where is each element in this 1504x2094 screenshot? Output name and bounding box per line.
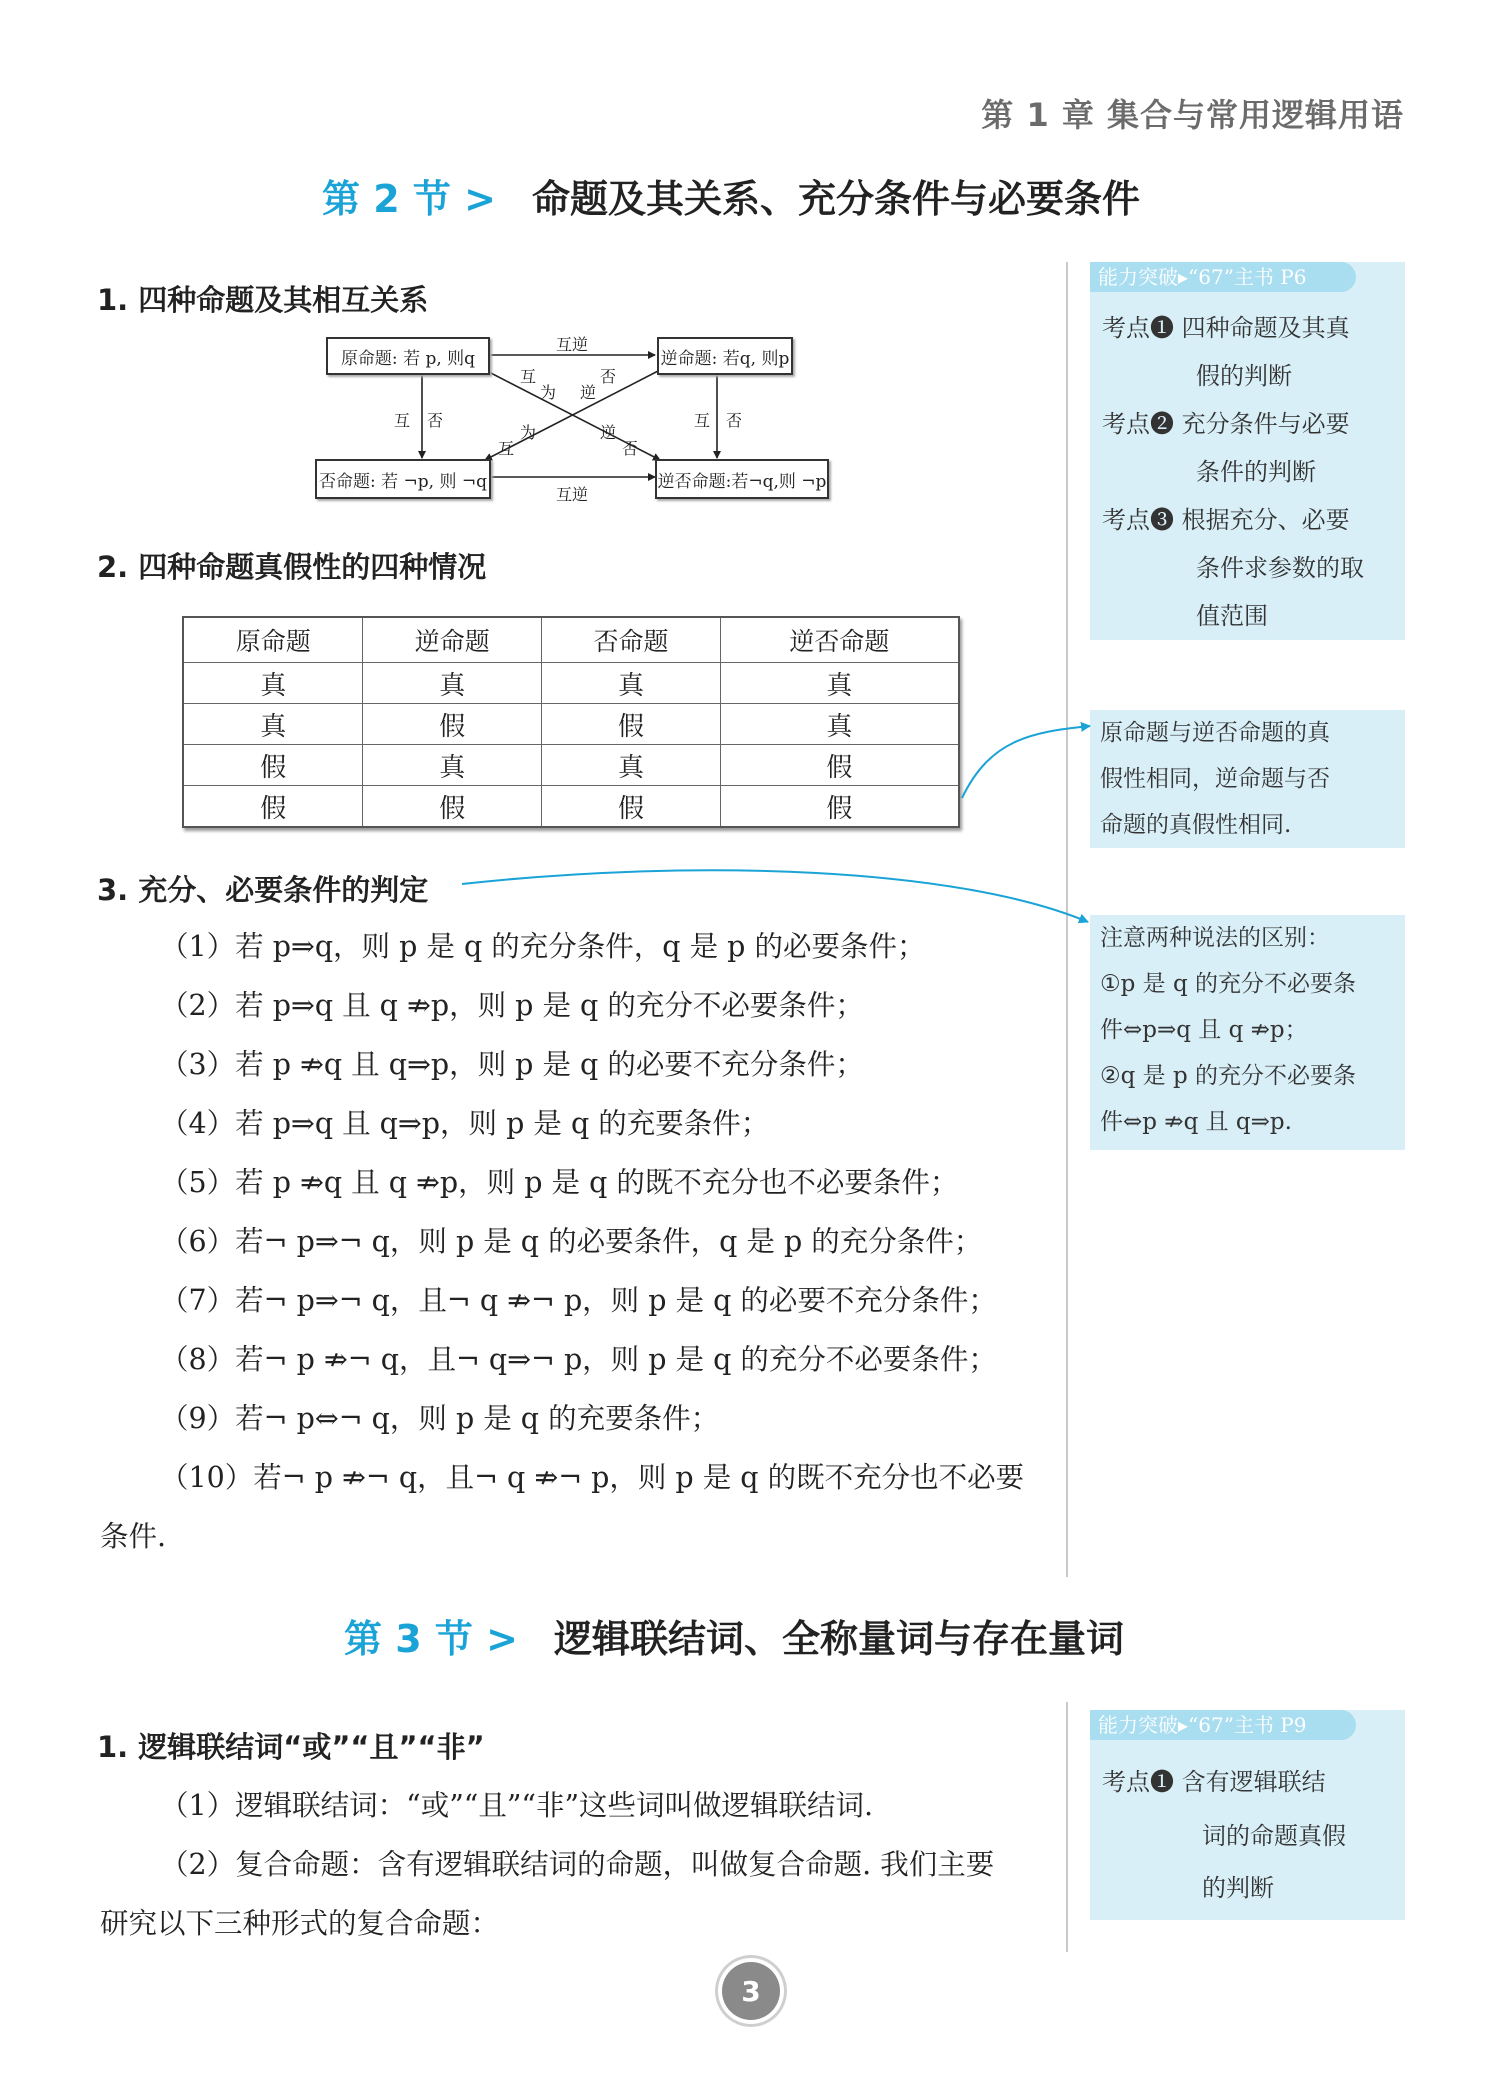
diagram-right-label-2: 否 xyxy=(726,411,743,430)
table-header-cell: 原命题 xyxy=(183,617,363,663)
section-3-number: 第 3 节 > xyxy=(344,1617,518,1661)
table-cell: 真 xyxy=(542,663,721,704)
section-3-title xyxy=(344,1608,1124,1663)
condition-item: （6）若¬ p⇒¬ q，则 p 是 q 的必要条件，q 是 p 的充分条件； xyxy=(160,1225,983,1258)
condition-item: （8）若¬ p ⇏¬ q，且¬ q⇒¬ p，则 p 是 q 的充分不必要条件； xyxy=(160,1343,997,1376)
diagram-right-label-1: 互 xyxy=(694,411,711,430)
diagram-diag-label-4: 否 xyxy=(600,367,617,386)
diagram-diag-label-5: 互 xyxy=(498,439,515,458)
heading-four-propositions: 1. 四种命题及其相互关系 xyxy=(97,283,429,317)
table-header-cell: 否命题 xyxy=(542,617,721,663)
note-line: 原命题与逆否命题的真 xyxy=(1100,720,1330,746)
note-line: 件⇔p⇒q 且 q ⇏p； xyxy=(1100,1017,1308,1043)
table-cell: 假 xyxy=(542,786,721,828)
diagram-diag-label-7: 逆 xyxy=(600,423,617,442)
table-cell: 真 xyxy=(183,663,363,704)
note-line: ②q 是 p 的充分不必要条 xyxy=(1100,1063,1356,1089)
diagram-diag-label-1: 互 xyxy=(520,367,537,386)
note-line: ①p 是 q 的充分不必要条 xyxy=(1100,971,1356,997)
table-header-cell: 逆命题 xyxy=(363,617,542,663)
key-point-line: 条件的判断 xyxy=(1196,458,1316,486)
heading-logical-connectives: 1. 逻辑联结词“或”“且”“非” xyxy=(97,1730,485,1764)
diagram-diag-label-2: 为 xyxy=(540,383,557,402)
diagram-left-label-1: 互 xyxy=(394,411,411,430)
condition-item: （2）若 p⇒q 且 q ⇏p，则 p 是 q 的充分不必要条件； xyxy=(160,989,864,1022)
condition-item: （4）若 p⇒q 且 q⇒p，则 p 是 q 的充要条件； xyxy=(160,1107,770,1140)
key-point-line: 条件求参数的取 xyxy=(1196,554,1364,582)
heading-condition-judgment: 3. 充分、必要条件的判定 xyxy=(97,873,429,907)
condition-item: （10）若¬ p ⇏¬ q，且¬ q ⇏¬ p，则 p 是 q 的既不充分也不必要 xyxy=(160,1461,1025,1494)
paragraph-line: （2）复合命题：含有逻辑联结词的命题，叫做复合命题. 我们主要 xyxy=(160,1848,995,1881)
diagram-left-label-2: 否 xyxy=(427,411,444,430)
note-line: 命题的真假性相同. xyxy=(1100,812,1292,838)
connector-to-note-1 xyxy=(962,726,1090,798)
condition-item-continued: 条件. xyxy=(100,1520,167,1553)
key-point-line: 值范围 xyxy=(1196,602,1268,630)
connector-to-note-2 xyxy=(462,870,1088,922)
key-point-line: 考点❸ 根据充分、必要 xyxy=(1102,506,1350,534)
table-cell: 假 xyxy=(183,745,363,786)
ability-breakthrough-box-2 xyxy=(1090,1710,1405,1920)
paragraph-line: 研究以下三种形式的复合命题： xyxy=(100,1907,500,1940)
diagram-diag-label-6: 为 xyxy=(520,423,537,442)
chapter-header: 第 1 章 集合与常用逻辑用语 xyxy=(981,96,1404,134)
section-2-number: 第 2 节 > xyxy=(322,177,496,221)
condition-item: （1）若 p⇒q，则 p 是 q 的充分条件，q 是 p 的必要条件； xyxy=(160,930,926,963)
table-cell: 真 xyxy=(542,745,721,786)
heading-truth-cases: 2. 四种命题真假性的四种情况 xyxy=(97,550,487,584)
diagram-diag-label-8: 否 xyxy=(622,439,639,458)
key-point-line: 考点❶ 含有逻辑联结 xyxy=(1102,1768,1326,1796)
key-point-line: 词的命题真假 xyxy=(1202,1822,1346,1850)
page-number: 3 xyxy=(722,1962,780,2020)
condition-item: （9）若¬ p⇔¬ q，则 p 是 q 的充要条件； xyxy=(160,1402,720,1435)
note-line: 假性相同，逆命题与否 xyxy=(1100,766,1330,792)
key-point-line: 考点❶ 四种命题及其真 xyxy=(1102,314,1350,342)
ability-breakthrough-tag: 能力突破▸“67”主书 P6 xyxy=(1090,262,1356,292)
section-2-title-text: 命题及其关系、充分条件与必要条件 xyxy=(531,177,1140,221)
table-header-cell: 逆否命题 xyxy=(720,617,959,663)
condition-item: （3）若 p ⇏q 且 q⇒p，则 p 是 q 的必要不充分条件； xyxy=(160,1048,864,1081)
table-cell: 真 xyxy=(183,704,363,745)
table-cell: 假 xyxy=(363,704,542,745)
key-point-line: 假的判断 xyxy=(1196,362,1292,390)
table-cell: 真 xyxy=(363,663,542,704)
diagram-inverse-box: 否命题: 若 ¬p, 则 ¬q xyxy=(315,459,491,499)
table-cell: 假 xyxy=(720,786,959,828)
table-cell: 假 xyxy=(183,786,363,828)
diagram-bottom-label: 互逆 xyxy=(556,485,589,504)
note-line: 件⇔p ⇏q 且 q⇒p. xyxy=(1100,1109,1292,1135)
ability-breakthrough-tag: 能力突破▸“67”主书 P9 xyxy=(1090,1710,1356,1740)
diagram-original-box: 原命题: 若 p, 则q xyxy=(326,337,490,375)
paragraph-line: （1）逻辑联结词：“或”“且”“非”这些词叫做逻辑联结词. xyxy=(160,1789,874,1822)
table-cell: 真 xyxy=(363,745,542,786)
table-cell: 假 xyxy=(363,786,542,828)
diagram-converse-box: 逆命题: 若q, 则p xyxy=(657,337,793,375)
note-line: 注意两种说法的区别： xyxy=(1100,925,1330,951)
condition-item: （7）若¬ p⇒¬ q，且¬ q ⇏¬ p，则 p 是 q 的必要不充分条件； xyxy=(160,1284,997,1317)
section-3-title-text: 逻辑联结词、全称量词与存在量词 xyxy=(553,1617,1124,1661)
condition-item: （5）若 p ⇏q 且 q ⇏p，则 p 是 q 的既不充分也不必要条件； xyxy=(160,1166,959,1199)
diagram-diag-label-3: 逆 xyxy=(580,383,597,402)
table-cell: 真 xyxy=(720,663,959,704)
table-cell: 假 xyxy=(720,745,959,786)
diagram-top-label: 互逆 xyxy=(556,335,589,354)
table-cell: 假 xyxy=(542,704,721,745)
key-point-line: 的判断 xyxy=(1202,1874,1274,1902)
diagram-contrapositive-box: 逆否命题:若¬q,则 ¬p xyxy=(655,459,829,499)
key-point-line: 考点❷ 充分条件与必要 xyxy=(1102,410,1350,438)
table-cell: 真 xyxy=(720,704,959,745)
